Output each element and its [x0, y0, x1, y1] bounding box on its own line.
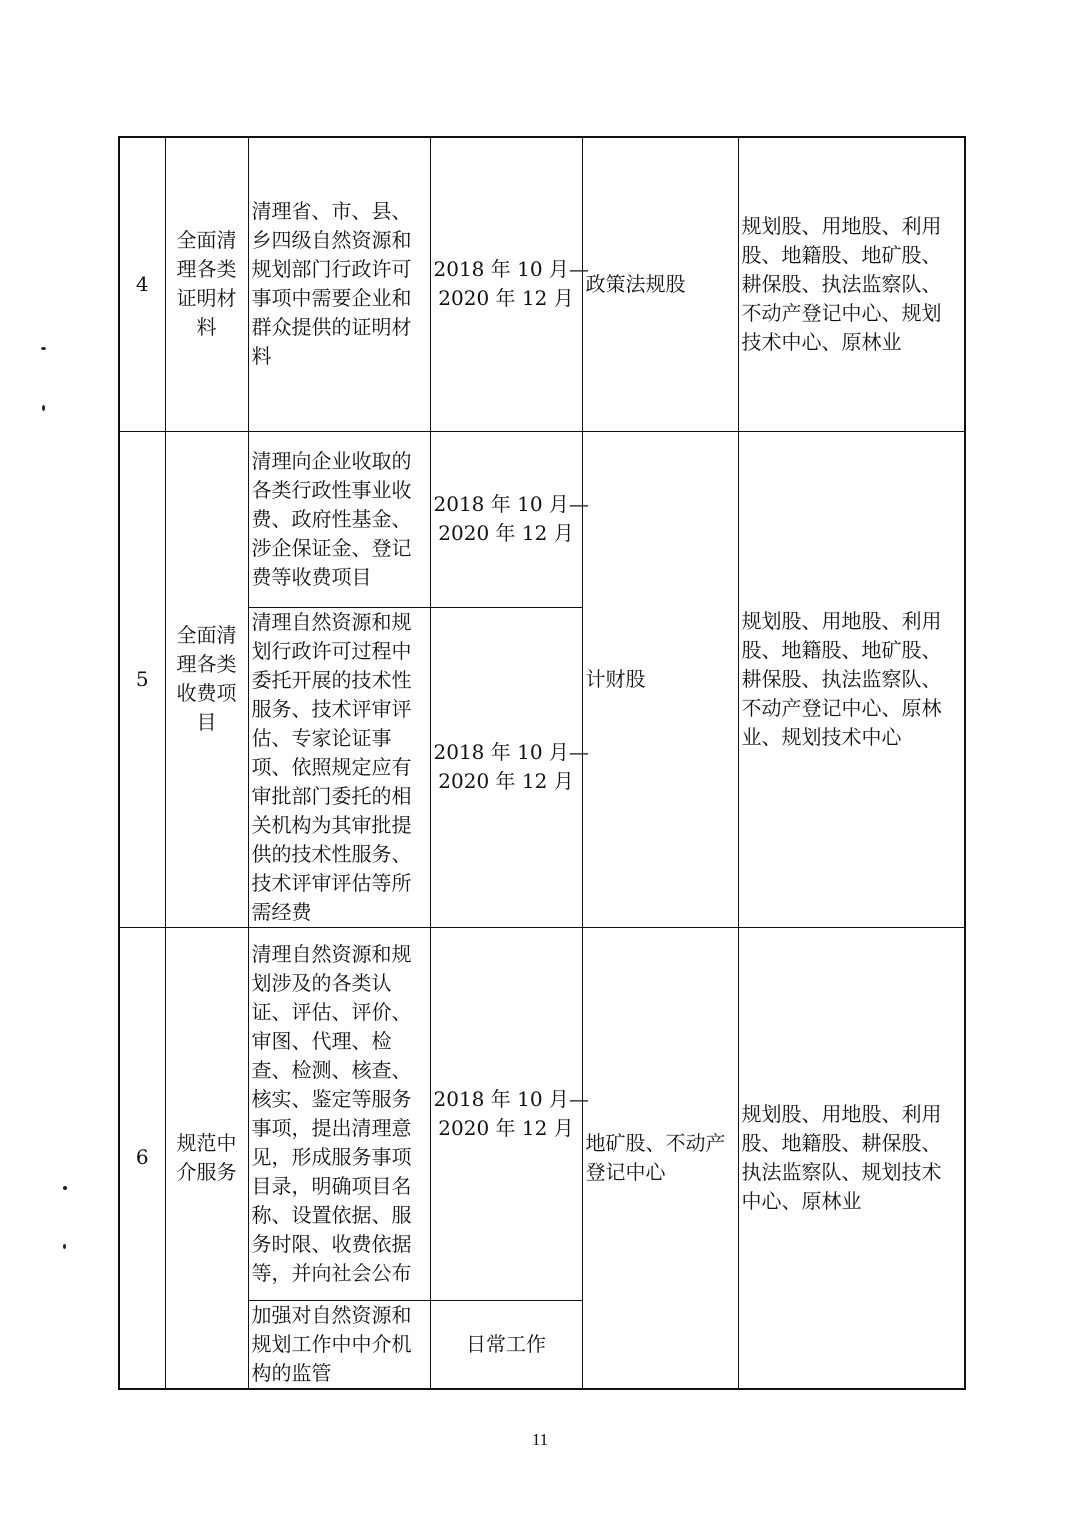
- time-start: 2018 年 10 月—: [433, 492, 589, 516]
- scan-speck: [42, 405, 45, 411]
- time-start: 2018 年 10 月—: [433, 257, 589, 282]
- task-name: 全面清理各类收费项目: [165, 431, 248, 927]
- cooperating-units: 规划股、用地股、利用股、地籍股、地矿股、耕保股、执法监察队、不动产登记中心、原林业、规划技术中心: [738, 431, 965, 927]
- time-frame: [430, 1300, 582, 1389]
- page-number: 11: [531, 1430, 549, 1449]
- table-row: [119, 137, 965, 431]
- task-content: 加强对自然资源和规划工作中中介机构的监管: [248, 1300, 430, 1389]
- time-end: 2020 年 12 月: [438, 769, 574, 793]
- cooperating-units: 规划股、用地股、利用股、地籍股、地矿股、耕保股、执法监察队、不动产登记中心、规划技术中心、原林业: [738, 137, 965, 431]
- lead-unit: 地矿股、不动产登记中心: [582, 927, 738, 1389]
- scan-speck: [63, 1186, 67, 1190]
- lead-unit: 计财股: [582, 431, 738, 927]
- task-table: [118, 136, 966, 1390]
- row-number: 6: [119, 927, 165, 1389]
- task-content: 清理自然资源和规划涉及的各类认证、评估、评价、审图、代理、检查、检测、核查、核实、鉴定等服务事项，提出清理意见，形成服务事项目录，明确项目名称、设置依据、服务时限、收费依据等，并向社会公布: [248, 927, 430, 1300]
- row-number: 5: [119, 431, 165, 927]
- time-start: 2018 年 10 月—: [433, 740, 589, 764]
- time-frame: [430, 431, 589, 607]
- task-name: 全面清理各类证明材料: [165, 137, 248, 431]
- time-note: 日常工作: [466, 1331, 546, 1356]
- task-content: 清理省、市、县、乡四级自然资源和规划部门行政许可事项中需要企业和群众提供的证明材料: [248, 137, 430, 431]
- task-content: 清理向企业收取的各类行政性事业收费、政府性基金、涉企保证金、登记费等收费项目: [248, 431, 430, 607]
- task-content: 清理自然资源和规划行政许可过程中委托开展的技术性服务、技术评审评估、专家论证事项、依照规定应有审批部门委托的相关机构为其审批提供的技术性服务、技术评审评估等所需经费: [248, 607, 430, 927]
- scan-speck: [63, 1244, 66, 1249]
- time-frame: [430, 607, 589, 927]
- scan-speck: [41, 347, 46, 350]
- table-row: [119, 431, 965, 607]
- time-start: 2018 年 10 月—: [433, 1086, 589, 1111]
- time-frame: [430, 137, 589, 431]
- time-end: 2020 年 12 月: [438, 521, 574, 545]
- time-end: 2020 年 12 月: [438, 286, 574, 311]
- task-name: 规范中介服务: [165, 927, 248, 1389]
- table-row: [119, 927, 965, 1300]
- lead-unit: 政策法规股: [582, 137, 738, 431]
- cooperating-units: 规划股、用地股、利用股、地籍股、耕保股、执法监察队、规划技术中心、原林业: [738, 927, 965, 1389]
- time-frame: [430, 927, 589, 1300]
- row-number: 4: [119, 137, 165, 431]
- time-end: 2020 年 12 月: [438, 1115, 574, 1140]
